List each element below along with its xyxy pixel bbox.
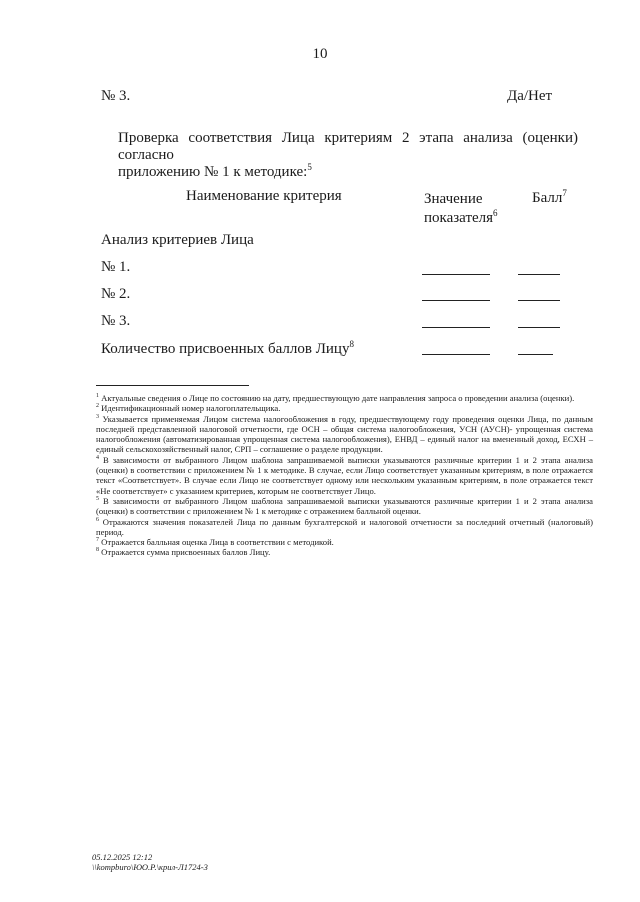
criterion-row-1-label: № 1. — [101, 259, 131, 275]
column-header-score-ref: 7 — [562, 188, 567, 198]
column-header-score — [532, 190, 567, 207]
heading-line-1: Проверка соответствия Лица критериям 2 этапа анализа (оценки) согласно — [118, 130, 578, 163]
footnote-5: $^5$ В зависимости от выбранного Лицом шаблона запрашиваемой выписки указываются различные критерии 1 и 2 этапа анализа (оценки) в соответствии с приложением № 1 к методике с отражением балльной оценки. — [96, 495, 593, 517]
page-number: 10 — [312, 46, 328, 62]
section-heading — [118, 130, 578, 181]
section-number: № 3. — [101, 88, 131, 104]
criteria-section-title: Анализ критериев Лица — [101, 232, 254, 248]
yes-no-label: Да/Нет — [507, 88, 553, 104]
print-stamp — [92, 852, 208, 872]
total-score-ref: 8 — [349, 339, 354, 349]
criterion-row-2-value-line — [422, 300, 490, 301]
criterion-row-3-label: № 3. — [101, 313, 131, 329]
criterion-row-2-score-line — [518, 300, 560, 301]
column-header-value-ref: 6 — [493, 208, 498, 218]
footnote-6: $^6$ Отражаются значения показателей Лица по данным бухгалтерской и налоговой отчетности за последний отчетный (налоговый) период. — [96, 516, 593, 537]
footnote-separator — [96, 385, 249, 386]
print-stamp-path: \\kompburo\ЮО.Р.\крил-Л1724-3 — [92, 862, 208, 872]
column-header-value-line-2: показателя — [424, 210, 494, 226]
column-header-value-line-1: Значение — [424, 191, 483, 207]
print-stamp-datetime: 05.12.2025 12:12 — [92, 852, 153, 862]
criterion-row-3-value-line — [422, 327, 490, 328]
footnote-8: $^8$ Отражается сумма присвоенных баллов Лицу. — [96, 547, 271, 558]
footnotes — [96, 393, 593, 558]
footnote-1: $^1$ Актуальные сведения о Лице по состоянию на дату, предшествующую дате направления запроса о проведении анализа (оценки). — [96, 393, 575, 403]
column-header-score-label: Балл — [532, 190, 563, 206]
criterion-row-3-score-line — [518, 327, 560, 328]
footnote-2: $^2$ Идентификационный номер налогоплательщика. — [96, 403, 281, 414]
footnote-3: $^3$ Указывается применяемая Лицом система налогообложения в году, предшествующему году проведения оценки Лица, по данным последней представленной налоговой отчетности, где ОСН – общая система налогообложения, УСН (АУСН)- упрощенная система налогообложения (автоматизированная упрощенная система налогообложения), ЕНВД – единый налог на вмененный доход, ЕСХН – единый сельскохозяйственный налог, СРП – соглашение о разделе продукции. — [96, 413, 593, 455]
total-value-line — [422, 354, 490, 355]
total-score-line — [518, 354, 553, 355]
criterion-row-1-score-line — [518, 274, 560, 275]
criterion-row-1-value-line — [422, 274, 490, 275]
total-score-text: Количество присвоенных баллов Лицу — [101, 341, 350, 357]
footnote-7: $^7$ Отражается балльная оценка Лица в соответствии с методикой. — [96, 537, 334, 548]
footnote-4: $^4$ В зависимости от выбранного Лицом шаблона запрашиваемой выписки указываются различные критерии 1 и 2 этапа анализа (оценки) в соответствии с приложением № 1 к методике. В случае, если Лицо соответствует указанным критериям, в поле отражается текст «Соответствует». В случае если Лицо не соответствует одному или нескольким указанным критериям, в поле отражается текст «Не соответствует» с указанием критериев, которым не соответствует Лицо. — [96, 454, 593, 496]
heading-line-2: приложению № 1 к методике: — [118, 164, 308, 180]
heading-footnote-ref: 5 — [307, 162, 312, 172]
column-header-criterion: Наименование критерия — [186, 188, 342, 204]
column-header-value — [424, 190, 498, 228]
criterion-row-2-label: № 2. — [101, 286, 131, 302]
total-score-label — [101, 341, 354, 358]
